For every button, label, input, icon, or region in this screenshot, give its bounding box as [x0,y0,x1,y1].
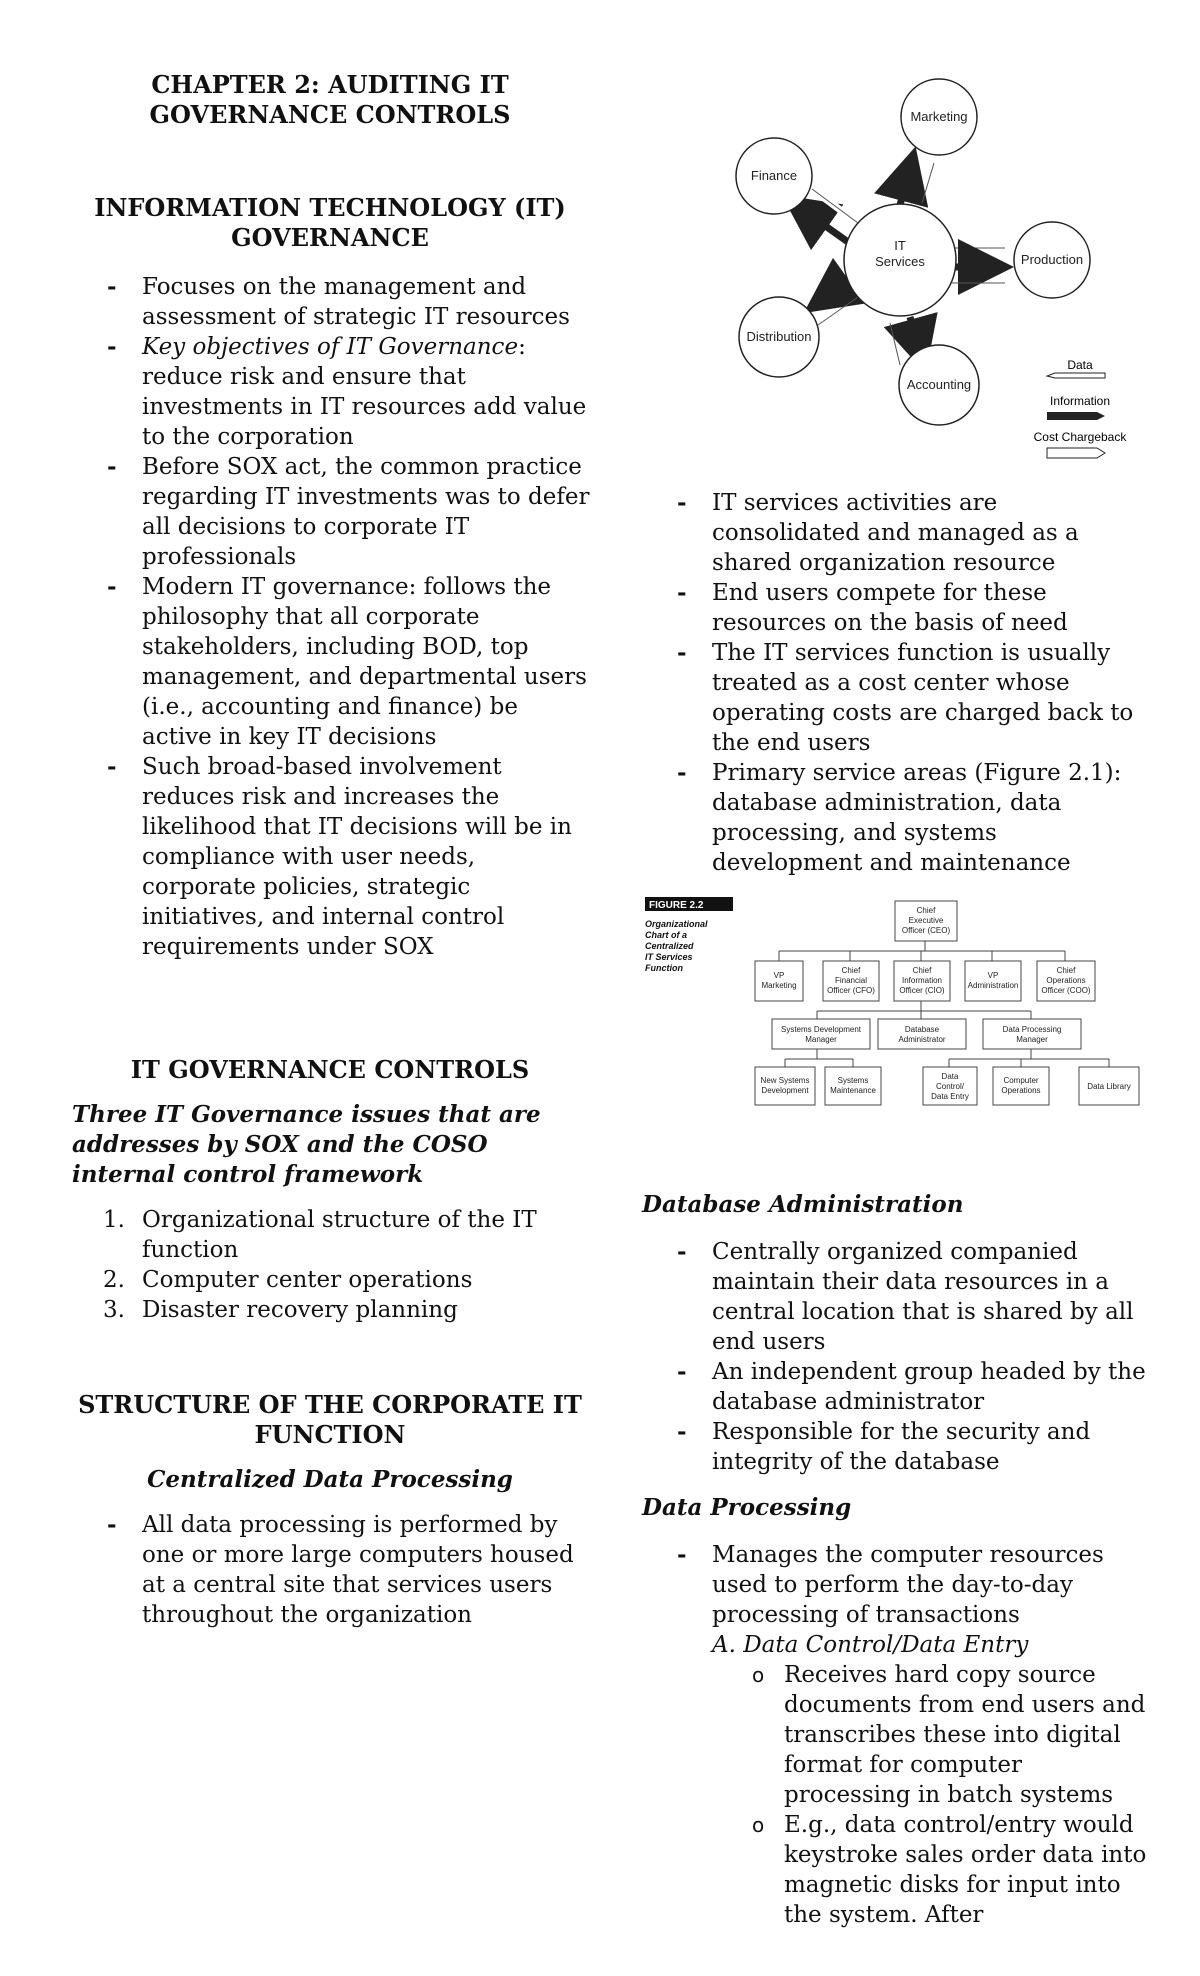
svg-text:Database: Database [904,1025,940,1034]
list-item: o Receives hard copy source documents from end users and transcribes these into digital format for computer processing in batch systems [640,1660,1150,1810]
data-processing-list [640,1540,1150,1630]
it-services-label: Services [875,254,925,269]
list-item: - Modern IT governance: follows the philosophy that all corporate stakeholders, including BOD, top management, and departmental users (i.e., accounting and finance) be active in key IT decisions [70,572,590,752]
svg-text:Administrator: Administrator [898,1035,946,1044]
data-processing-title: Data Processing [642,1494,852,1521]
list-item: - Key objectives of IT Governance: reduce risk and ensure that investments in IT resources add value to the corporation [70,332,590,452]
svg-text:Chief: Chief [1056,966,1076,975]
governance-issues-subtitle: Three IT Governance issues that are addresses by SOX and the COSO internal control framework [72,1101,541,1188]
svg-text:Officer (CEO): Officer (CEO) [901,926,951,935]
list-item: - Responsible for the security and integrity of the database [640,1417,1150,1477]
accounting-label: Accounting [906,377,972,392]
data-control-heading: A. Data Control/Data Entry [712,1632,1029,1658]
org-chart-figure [645,895,1145,1135]
svg-text:Financial: Financial [834,976,868,985]
it-services-label: IT [894,238,906,253]
list-item: - Such broad-based involvement reduces risk and increases the likelihood that IT decisions will be in compliance with user needs, corporate policies, strategic initiatives, and internal control requirements under SOX [70,752,590,962]
section-title-structure: STRUCTURE OF THE CORPORATE IT FUNCTION [78,1390,582,1449]
list-item: 1. Organizational structure of the IT function [103,1207,537,1263]
data-control-list [640,1660,1150,1930]
svg-text:Development: Development [761,1086,809,1095]
svg-text:Centralized: Centralized [645,941,694,951]
svg-text:Information: Information [901,976,943,985]
list-item: - End users compete for these resources on the basis of need [640,578,1150,638]
chapter-title: CHAPTER 2: AUDITING IT GOVERNANCE CONTROLS [149,70,511,129]
svg-text:Data: Data [941,1072,959,1081]
svg-text:Maintenance: Maintenance [830,1086,876,1095]
svg-text:Executive: Executive [908,916,944,925]
legend-cost-chargeback-arrow [1047,448,1105,458]
it-services-list [640,488,1150,878]
svg-text:Systems Development: Systems Development [780,1025,862,1034]
svg-text:Marketing: Marketing [761,981,797,990]
list-item: - All data processing is performed by one or more large computers housed at a central site that services users throughout the organization [70,1510,590,1630]
legend-cost-chargeback: Cost Chargeback [1033,430,1127,444]
data-processing-manager-box [983,1019,1081,1049]
list-item: - Primary service areas (Figure 2.1): database administration, data processing, and systems development and maintenance [640,758,1150,878]
svg-text:Data Processing: Data Processing [1002,1025,1062,1034]
svg-text:Officer (COO): Officer (COO) [1041,986,1091,995]
marketing-label: Marketing [910,109,968,124]
list-item: 2. Computer center operations [103,1267,473,1293]
svg-text:IT Services: IT Services [645,952,693,962]
svg-text:Manager: Manager [805,1035,837,1044]
svg-text:Data Entry: Data Entry [931,1092,969,1101]
db-admin-list [640,1237,1150,1477]
legend-information: Information [1049,394,1111,408]
svg-text:Officer (CIO): Officer (CIO) [899,986,945,995]
information-arrow [900,160,912,205]
svg-text:VP: VP [773,971,785,980]
data-processing-section [640,1540,1150,1930]
svg-text:Officer (CFO): Officer (CFO) [827,986,875,995]
svg-text:Computer: Computer [1003,1076,1039,1085]
legend-data-arrow [1047,373,1105,378]
list-item: - Manages the computer resources used to perform the day-to-day processing of transactions [640,1540,1150,1630]
svg-text:Administration: Administration [967,981,1019,990]
governance-issues-list [70,1205,590,1325]
list-item: 3. Disaster recovery planning [103,1297,458,1323]
list-item: o E.g., data control/entry would keystroke sales order data into magnetic disks for input into the system. After [640,1810,1150,1930]
svg-text:Operations: Operations [1046,976,1086,985]
database-administrator-box [878,1019,966,1049]
svg-text:FIGURE 2.2: FIGURE 2.2 [649,900,704,911]
finance-label: Finance [750,168,798,183]
svg-text:Data Library: Data Library [1087,1082,1131,1091]
diagram-legend [1034,358,1128,458]
key-objectives-label: Key objectives of IT Governance [142,334,519,360]
svg-text:Chief: Chief [916,906,936,915]
svg-text:Chief: Chief [912,966,932,975]
centralized-dp-list [70,1510,590,1630]
list-item: - Centrally organized companied maintain their data resources in a central location that is shared by all end users [640,1237,1150,1357]
legend-data: Data [1067,358,1093,372]
svg-text:VP: VP [987,971,999,980]
db-admin-title: Database Administration [642,1191,964,1218]
it-governance-list [70,272,590,962]
svg-text:Function: Function [645,963,683,973]
svg-text:Systems: Systems [837,1076,869,1085]
production-label: Production [1020,252,1084,267]
svg-text:Operations: Operations [1001,1086,1041,1095]
list-item: - Before SOX act, the common practice regarding IT investments was to defer all decisions to corporate IT professionals [70,452,590,572]
centralized-dp-subtitle: Centralized Data Processing [147,1466,513,1493]
svg-text:Chief: Chief [841,966,861,975]
systems-dev-manager-box [772,1019,870,1049]
section-title-it-governance: INFORMATION TECHNOLOGY (IT) GOVERNANCE [94,193,566,252]
list-item: - Focuses on the management and assessment of strategic IT resources [70,272,590,332]
svg-text:Control/: Control/ [935,1082,965,1091]
distribution-label: Distribution [746,329,812,344]
legend-information-arrow [1047,412,1105,420]
list-item: - IT services activities are consolidated and managed as a shared organization resource [640,488,1150,578]
svg-text:Chart of a: Chart of a [645,930,688,940]
it-services-diagram [700,75,1150,470]
list-item: - An independent group headed by the database administrator [640,1357,1150,1417]
svg-text:Manager: Manager [1016,1035,1048,1044]
svg-text:New Systems: New Systems [760,1076,810,1085]
section-title-governance-controls: IT GOVERNANCE CONTROLS [130,1055,530,1084]
list-item: - The IT services function is usually treated as a cost center whose operating costs are charged back to the end users [640,638,1150,758]
figure-caption: Organizational [645,919,708,929]
